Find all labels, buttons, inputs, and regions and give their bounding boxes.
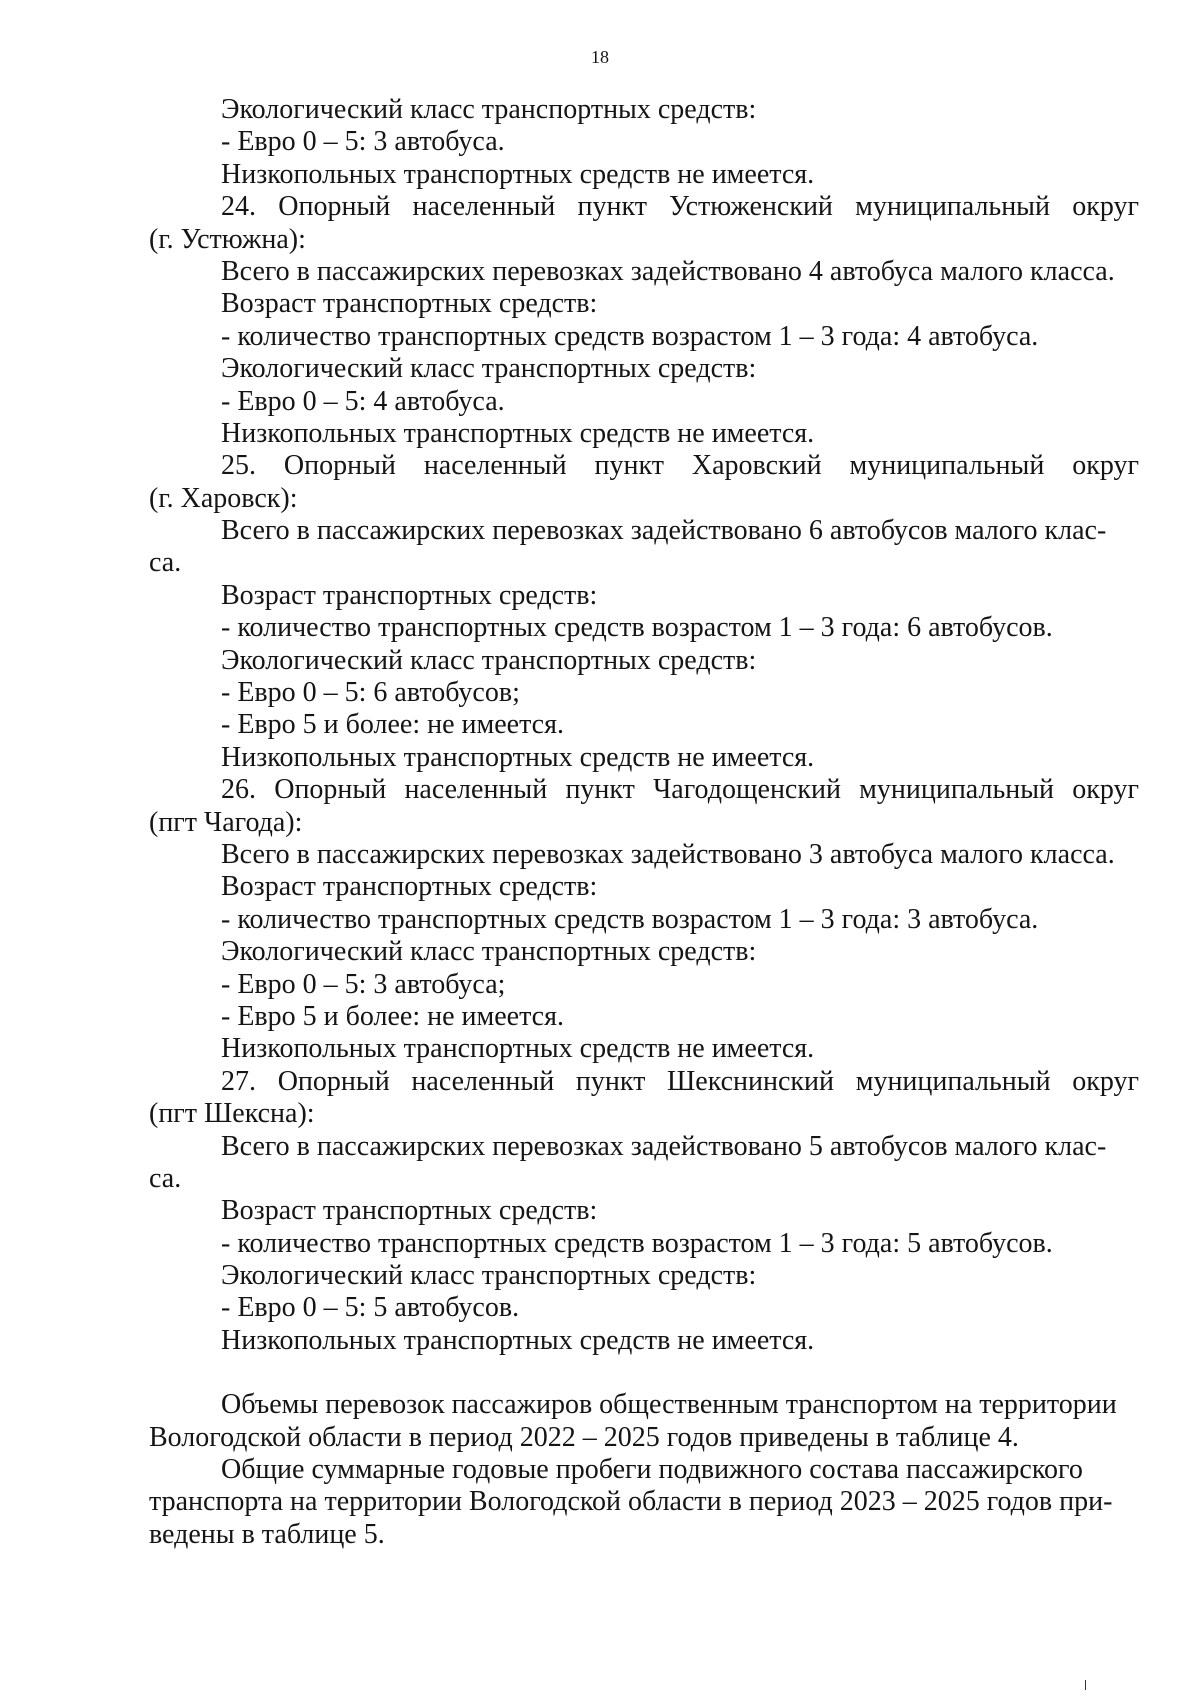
heading-word: Харовский <box>691 450 822 482</box>
heading-word: пункт <box>594 450 664 482</box>
text-line: Объемы перевозок пассажиров общественным транспортом на территории <box>221 1389 1117 1421</box>
heading-word: населенный <box>412 191 556 223</box>
text-line: Низкопольных транспортных средств не имеется. <box>221 741 815 773</box>
heading-word: Шекснинский <box>667 1065 835 1097</box>
text-line: ведены в таблице 5. <box>149 1518 385 1550</box>
section-heading-24 <box>149 191 1139 223</box>
text-line: Общие суммарные годовые пробеги подвижного состава пассажирского <box>221 1454 1083 1486</box>
text-line: - Евро 5 и более: не имеется. <box>221 709 564 741</box>
heading-word: округ <box>1072 191 1139 223</box>
heading-word: населенный <box>404 774 548 806</box>
text-line: - количество транспортных средств возрастом 1 – 3 года: 3 автобуса. <box>221 903 1039 935</box>
text-line: (г. Устюжна): <box>149 223 306 255</box>
text-line: Экологический класс транспортных средств: <box>221 644 757 676</box>
heading-word: муниципальный <box>855 191 1050 223</box>
text-line: Возраст транспортных средств: <box>221 288 598 320</box>
heading-word: населенный <box>411 1065 555 1097</box>
paragraph-gap <box>149 1357 1139 1389</box>
text-line: (пгт Шексна): <box>149 1098 315 1130</box>
heading-word: Опорный <box>278 191 391 223</box>
heading-word: Опорный <box>274 774 387 806</box>
text-line: Всего в пассажирских перевозках задействовано 4 автобуса малого класса. <box>221 255 1115 287</box>
section-heading-26 <box>149 774 1139 806</box>
text-line: Экологический класс транспортных средств: <box>221 94 757 125</box>
text-line: са. <box>149 547 182 579</box>
heading-word: муниципальный <box>855 1065 1051 1097</box>
text-line: (пгт Чагода): <box>149 806 303 838</box>
heading-word: Опорный <box>277 1065 390 1097</box>
text-line: - Евро 0 – 5: 3 автобуса; <box>221 968 506 1000</box>
text-line: Возраст транспортных средств: <box>221 579 598 611</box>
text-line: Экологический класс транспортных средств: <box>221 1260 757 1292</box>
text-line: - Евро 0 – 5: 4 автобуса. <box>221 385 505 417</box>
text-line: Всего в пассажирских перевозках задействовано 5 автобусов малого клас- <box>221 1130 1107 1162</box>
heading-word: 25. <box>221 450 256 482</box>
text-line: - Евро 5 и более: не имеется. <box>221 1000 564 1032</box>
text-line: транспорта на территории Вологодской области в период 2023 – 2025 годов при- <box>149 1486 1113 1518</box>
text-line: Возраст транспортных средств: <box>221 1195 598 1227</box>
document-body <box>149 94 1139 1551</box>
heading-word: 27. <box>221 1065 256 1097</box>
text-line: - Евро 0 – 5: 5 автобусов. <box>221 1292 520 1324</box>
text-line: - Евро 0 – 5: 6 автобусов; <box>221 677 520 709</box>
text-line: - количество транспортных средств возрастом 1 – 3 года: 6 автобусов. <box>221 612 1053 644</box>
heading-word: 24. <box>221 191 256 223</box>
heading-word: округ <box>1072 1065 1139 1097</box>
text-line: Низкопольных транспортных средств не имеется. <box>221 1033 815 1065</box>
heading-word: муниципальный <box>849 450 1045 482</box>
heading-word: округ <box>1072 774 1139 806</box>
text-line: Вологодской области в период 2022 – 2025 годов приведены в таблице 4. <box>149 1421 1019 1453</box>
heading-word: населенный <box>423 450 567 482</box>
text-line: Всего в пассажирских перевозках задействовано 6 автобусов малого клас- <box>221 515 1107 547</box>
scan-mark <box>1085 1680 1086 1690</box>
heading-word: округ <box>1072 450 1139 482</box>
text-line: - Евро 0 – 5: 3 автобуса. <box>221 126 505 158</box>
text-line: Низкопольных транспортных средств не имеется. <box>221 1324 815 1356</box>
heading-word: пункт <box>565 774 635 806</box>
heading-word: пункт <box>575 1065 646 1097</box>
page-number: 18 <box>591 47 609 67</box>
text-line: (г. Харовск): <box>149 482 298 514</box>
heading-word: Опорный <box>283 450 396 482</box>
text-line: Экологический класс транспортных средств: <box>221 936 757 968</box>
text-line: Низкопольных транспортных средств не имеется. <box>221 417 815 449</box>
text-line: Экологический класс транспортных средств: <box>221 353 757 385</box>
heading-word: муниципальный <box>859 774 1054 806</box>
text-line: - количество транспортных средств возрастом 1 – 3 года: 4 автобуса. <box>221 320 1039 352</box>
text-line: - количество транспортных средств возрастом 1 – 3 года: 5 автобусов. <box>221 1227 1053 1259</box>
text-line: Низкопольных транспортных средств не имеется. <box>221 158 815 190</box>
heading-word: Устюженский <box>669 191 833 223</box>
heading-word: 26. <box>221 774 256 806</box>
section-heading-25 <box>149 450 1139 482</box>
text-line: Возраст транспортных средств: <box>221 871 598 903</box>
heading-word: пункт <box>577 191 647 223</box>
text-line: са. <box>149 1162 182 1194</box>
section-heading-27 <box>149 1066 1139 1098</box>
text-line: Всего в пассажирских перевозках задействовано 3 автобуса малого класса. <box>221 838 1115 870</box>
heading-word: Чагодощенский <box>653 774 841 806</box>
